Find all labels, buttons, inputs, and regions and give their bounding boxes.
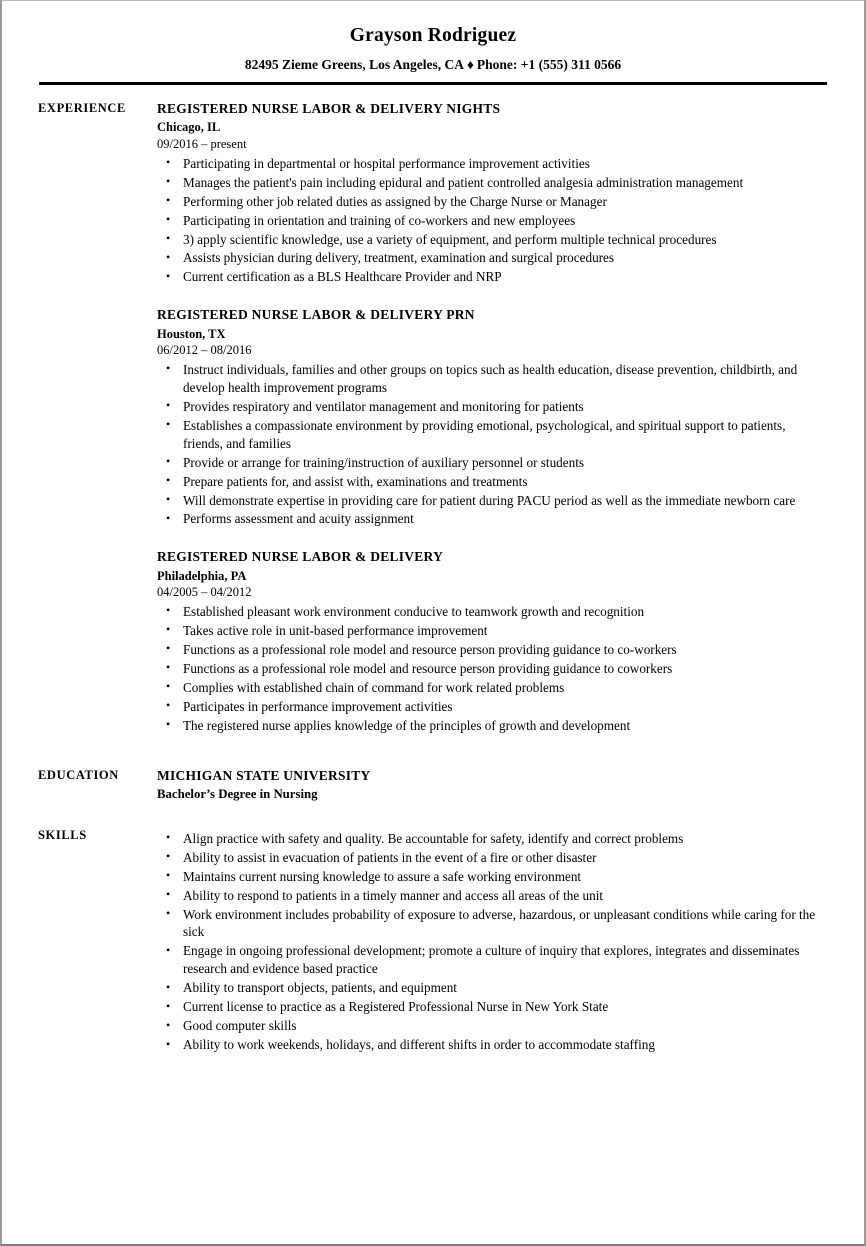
- list-item: • Assists physician during delivery, treatment, examination and surgical procedures: [157, 249, 828, 267]
- skills-bullet-list: [157, 830, 828, 1054]
- section-label-experience: EXPERIENCE: [38, 101, 126, 116]
- list-item: • Prepare patients for, and assist with, examinations and treatments: [157, 473, 828, 491]
- candidate-phone: Phone: +1 (555) 311 0566: [476, 57, 622, 73]
- job-bullet-list: [157, 155, 828, 287]
- education-school: MICHIGAN STATE UNIVERSITY: [157, 767, 371, 783]
- experience-job-3: [157, 549, 828, 734]
- section-experience: [2, 101, 864, 734]
- list-item: • Provides respiratory and ventilator management and monitoring for patients: [157, 398, 828, 416]
- diamond-separator-icon: ♦: [467, 57, 474, 73]
- job-location: Chicago, IL: [157, 120, 221, 135]
- section-education-body: [157, 768, 864, 803]
- candidate-name: Grayson Rodriguez: [349, 25, 517, 46]
- list-item: • Ability to assist in evacuation of patients in the event of a fire or other disaster: [157, 849, 828, 867]
- resume-header: [2, 1, 864, 73]
- job-title: REGISTERED NURSE LABOR & DELIVERY PRN: [157, 307, 475, 323]
- spacer-skills-top: [2, 803, 864, 828]
- job-location: Houston, TX: [157, 326, 226, 341]
- spacer-experience-top: [2, 85, 864, 101]
- list-item: • Align practice with safety and quality. Be accountable for safety, identify and correct problems: [157, 830, 828, 848]
- job-dates: 09/2016 – present: [157, 137, 247, 152]
- spacer-job-gap: [157, 286, 828, 307]
- job-title: REGISTERED NURSE LABOR & DELIVERY NIGHTS: [157, 101, 501, 117]
- list-item: • Functions as a professional role model and resource person providing guidance to co-workers: [157, 641, 828, 659]
- section-experience-body: [157, 101, 864, 734]
- list-item: • Instruct individuals, families and other groups on topics such as health education, disease prevention, childbirth, and develop health improvement programs: [157, 361, 828, 397]
- section-skills: [2, 828, 864, 1054]
- list-item: • Functions as a professional role model and resource person providing guidance to coworkers: [157, 660, 828, 678]
- list-item: • Participating in departmental or hospital performance improvement activities: [157, 155, 828, 173]
- candidate-address: 82495 Zieme Greens, Los Angeles, CA: [244, 57, 465, 73]
- section-label-skills: SKILLS: [38, 827, 87, 842]
- job-location: Philadelphia, PA: [157, 568, 247, 583]
- list-item: • 3) apply scientific knowledge, use a variety of equipment, and perform multiple technical procedures: [157, 231, 828, 249]
- section-label-education: EDUCATION: [38, 767, 119, 782]
- section-education-label-column: [2, 768, 157, 783]
- job-bullet-list: [157, 361, 828, 529]
- list-item: • Manages the patient's pain including epidural and patient controlled analgesia administration management: [157, 174, 828, 192]
- list-item: • Participates in performance improvement activities: [157, 698, 828, 716]
- list-item: • Established pleasant work environment conducive to teamwork growth and recognition: [157, 603, 828, 621]
- list-item: • Takes active role in unit-based performance improvement: [157, 622, 828, 640]
- list-item: • Ability to respond to patients in a timely manner and access all areas of the unit: [157, 887, 828, 905]
- candidate-contact-line: [2, 58, 864, 73]
- list-item: • Current license to practice as a Registered Professional Nurse in New York State: [157, 998, 828, 1016]
- list-item: • Ability to transport objects, patients, and equipment: [157, 979, 828, 997]
- section-skills-body: [157, 828, 864, 1054]
- list-item: • Performing other job related duties as assigned by the Charge Nurse or Manager: [157, 193, 828, 211]
- section-skills-label-column: [2, 828, 157, 843]
- list-item: • Provide or arrange for training/instruction of auxiliary personnel or students: [157, 454, 828, 472]
- list-item: • Work environment includes probability of exposure to adverse, hazardous, or unpleasant conditions while caring for the sick: [157, 906, 828, 942]
- job-bullet-list: [157, 603, 828, 735]
- list-item: • Establishes a compassionate environment by providing emotional, psychological, and spiritual support to patients, friends, and families: [157, 417, 828, 453]
- list-item: • Will demonstrate expertise in providing care for patient during PACU period as well as the immediate newborn care: [157, 492, 828, 510]
- job-dates: 04/2005 – 04/2012: [157, 585, 252, 600]
- experience-job-1: [157, 101, 828, 286]
- list-item: • Complies with established chain of command for work related problems: [157, 679, 828, 697]
- education-degree: Bachelor’s Degree in Nursing: [157, 786, 318, 801]
- list-item: • Participating in orientation and training of co-workers and new employees: [157, 212, 828, 230]
- spacer-education-top: [2, 735, 864, 768]
- section-experience-label-column: [2, 101, 157, 116]
- experience-job-2: [157, 307, 828, 528]
- list-item: • Maintains current nursing knowledge to assure a safe working environment: [157, 868, 828, 886]
- list-item: • Ability to work weekends, holidays, and different shifts in order to accommodate staffing: [157, 1036, 828, 1054]
- list-item: • The registered nurse applies knowledge of the principles of growth and development: [157, 717, 828, 735]
- list-item: • Good computer skills: [157, 1017, 828, 1035]
- resume-content: [2, 1, 864, 1054]
- list-item: • Performs assessment and acuity assignment: [157, 510, 828, 528]
- section-education: [2, 768, 864, 803]
- job-title: REGISTERED NURSE LABOR & DELIVERY: [157, 549, 444, 565]
- list-item: • Current certification as a BLS Healthcare Provider and NRP: [157, 268, 828, 286]
- spacer-job-gap: [157, 528, 828, 549]
- list-item: • Engage in ongoing professional development; promote a culture of inquiry that explores, integrates and disseminates research and evidence based practice: [157, 942, 828, 978]
- job-dates: 06/2012 – 08/2016: [157, 343, 252, 358]
